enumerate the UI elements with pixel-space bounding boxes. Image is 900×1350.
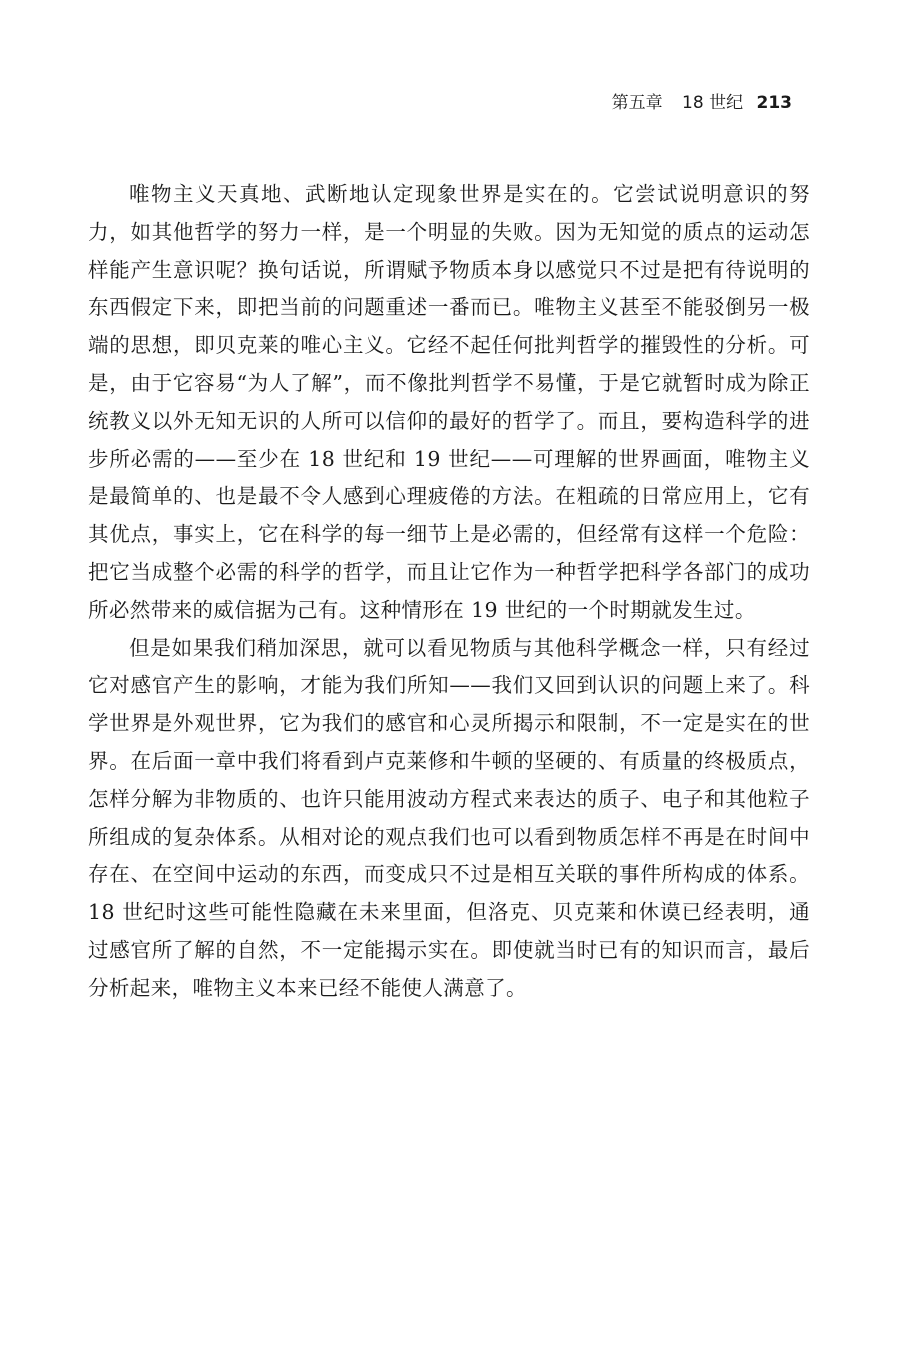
paragraph-2: 但是如果我们稍加深思，就可以看见物质与其他科学概念一样，只有经过它对感官产生的影响，才能为我们所知——我们又回到认识的问题上来了。科学世界是外观世界，它为我们的感官和心灵所揭示和限制，不一定是实在的世界。在后面一章中我们将看到卢克莱修和牛顿的坚硬的、有质量的终极质点，怎样分解为非物质的、也许只能用波动方程式来表达的质子、电子和其他粒子所组成的复杂体系。从相对论的观点我们也可以看到物质怎样不再是在时间中存在、在空间中运动的东西，而变成只不过是相互关联的事件所构成的体系。18 世纪时这些可能性隐藏在未来里面，但洛克、贝克莱和休谟已经表明，通过感官所了解的自然，不一定能揭示实在。即使就当时已有的知识而言，最后分析起来，唯物主义本来已经不能使人满意了。 <box>88 635 810 1000</box>
page-number: 213 <box>756 93 792 113</box>
body-text <box>88 176 810 1008</box>
chapter-label: 第五章 <box>611 93 663 113</box>
running-header <box>612 88 792 113</box>
paragraph-1: 唯物主义天真地、武断地认定现象世界是实在的。它尝试说明意识的努力，如其他哲学的努力一样，是一个明显的失败。因为无知觉的质点的运动怎样能产生意识呢？换句话说，所谓赋予物质本身以感觉只不过是把有待说明的东西假定下来，即把当前的问题重述一番而已。唯物主义甚至不能驳倒另一极端的思想，即贝克莱的唯心主义。它经不起任何批判哲学的摧毁性的分析。可是，由于它容易“为人了解”，而不像批判哲学不易懂，于是它就暂时成为除正统教义以外无知无识的人所可以信仰的最好的哲学了。而且，要构造科学的进步所必需的——至少在 18 世纪和 19 世纪——可理解的世界画面，唯物主义是最简单的、也是最不令人感到心理疲倦的方法。在粗疏的日常应用上，它有其优点，事实上，它在科学的每一细节上是必需的，但经常有这样一个危险：把它当成整个必需的科学的哲学，而且让它作为一种哲学把科学各部门的成功所必然带来的威信据为己有。这种情形在 19 世纪的一个时期就发生过。 <box>88 182 810 622</box>
section-label: 18 世纪 <box>682 93 744 113</box>
